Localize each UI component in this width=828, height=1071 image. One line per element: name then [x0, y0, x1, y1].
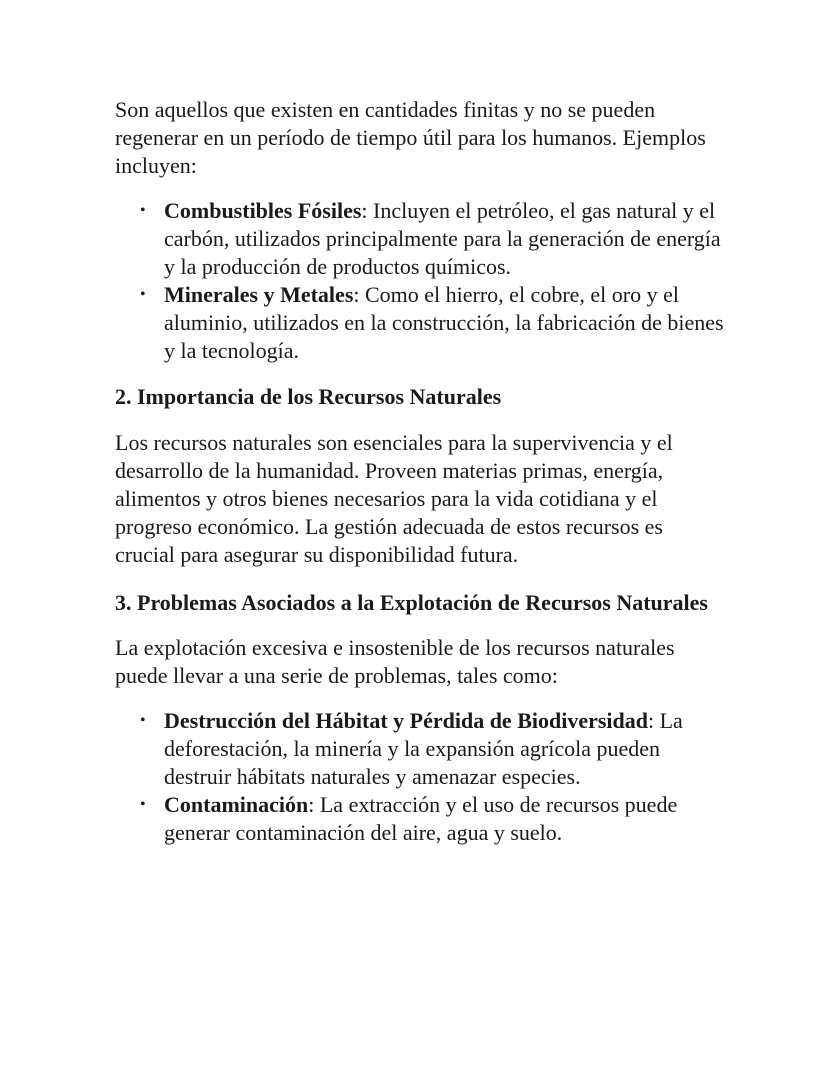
bullet-icon: • — [140, 286, 146, 303]
list-item-text: : La extracción y el uso de recursos puede generar contaminación del aire, agua y suelo. — [164, 792, 678, 845]
document-page — [115, 96, 725, 847]
importance-paragraph: Los recursos naturales son esenciales para la supervivencia y el desarrollo de la humanidad. Proveen materias primas, energía, alimentos y otros bienes necesarios para la vida cotidiana y el progreso económico. La gestión adecuada de estos recursos es crucial para asegurar su disponibilidad futura. — [115, 430, 673, 567]
list-item — [140, 791, 725, 847]
list-item-term: Minerales y Metales — [164, 282, 354, 307]
section-heading-importance: 2. Importancia de los Recursos Naturales — [115, 384, 502, 409]
list-item-term: Combustibles Fósiles — [164, 198, 362, 223]
bullet-icon: • — [140, 796, 146, 813]
section-heading-problems: 3. Problemas Asociados a la Explotación de Recursos Naturales — [115, 590, 708, 615]
list-item — [140, 281, 725, 365]
list-item-text: : Incluyen el petróleo, el gas natural y el carbón, utilizados principalmente para la generación de energía y la producción de productos químicos. — [164, 198, 721, 279]
list-item — [140, 197, 725, 281]
bullet-icon: • — [140, 712, 146, 729]
intro-paragraph: Son aquellos que existen en cantidades finitas y no se pueden regenerar en un período de tiempo útil para los humanos. Ejemplos incluyen: — [115, 97, 706, 178]
non-renewable-resources-list — [115, 197, 725, 365]
list-item-text: : La deforestación, la minería y la expansión agrícola pueden destruir hábitats naturales y amenazar especies. — [164, 708, 683, 789]
list-item-term: Contaminación — [164, 792, 309, 817]
problems-list — [115, 707, 725, 847]
bullet-icon: • — [140, 202, 146, 219]
list-item-text: : Como el hierro, el cobre, el oro y el aluminio, utilizados en la construcción, la fabricación de bienes y la tecnología. — [164, 282, 724, 363]
list-item — [140, 707, 725, 791]
problems-paragraph: La explotación excesiva e insostenible de los recursos naturales puede llevar a una serie de problemas, tales como: — [115, 635, 675, 688]
list-item-term: Destrucción del Hábitat y Pérdida de Biodiversidad — [164, 708, 648, 733]
